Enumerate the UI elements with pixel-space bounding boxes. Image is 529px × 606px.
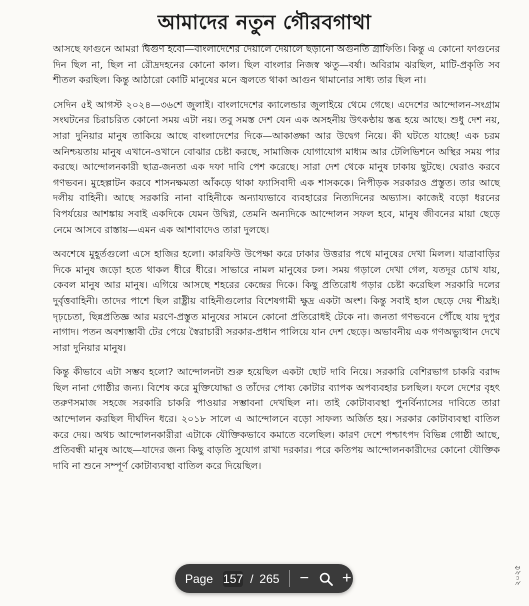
plus-icon: + <box>342 569 352 587</box>
paragraph-2: সেদিন ৫ই আগস্ট ২০২৪—৩৬শে জুলাই। বাংলাদেশের ক্যালেন্ডার জুলাইয়ে থেমে গেছে। এদেশের আন্দোলন-সংগ্রাম সংঘটনের চিরাচরিত কোনো সময় এটা নয়। তবু সমস্ত দেশ যেন এক অসহনীয় উৎকণ্ঠায় স্তব্ধ হয়ে আছে। শুধু দেশ নয়, সারা দুনিয়ার মানুষ তাকিয়ে আছে বাংলাদেশের দিকে—আকাঙ্ক্ষা আর উদ্বেগ নিয়ে। কী ঘটতে যাচ্ছে! এক চরম অনিশ্চয়তায় মানুষ এখানে-ওখানে বোঝার চেষ্টা করছে, সামাজিক যোগাযোগ মাধ্যম আর টেলিভিশনে অস্থির সময় পার করছে। আন্দোলনকারী ছাত্র-জনতা এক দফা দাবি পেশ করেছে। সারা দেশ থেকে মানুষ ঢাকায় ছুটছে। ঘেরাও করবে গণভবন। মুহেল্পাটন করবে শাসনক্ষমতা আঁকড়ে থাকা ফ্যাসিবাদী এক শাসককে। নিপীড়ক সরকারও প্রস্তুত। তার আছে দলীয় বাহিনী। আছে সরকারি নানা বাহিনীকে অন্যায্যভাবে ব্যবহারের নিত্যদিনের অভ্যাস। কাজেই বড়ো ধরনের বিপর্যয়ের আশঙ্কায় সবাই একদিকে যেমন উদ্বিগ্ন, তেমনি অন্যদিকে আন্দোলন সফল হবে, মানুষ জীবনের মায়া ছেড়ে নেমে আসবে রাস্তায়—এমন এক আশাবাদেও তারা দুলছে। <box>53 99 500 236</box>
document-body <box>53 42 500 483</box>
page-title: আমাদের নতুন গৌরবগাথা <box>144 6 386 46</box>
total-pages: 265 <box>259 571 280 586</box>
zoom-out-button[interactable] <box>298 570 310 588</box>
page-label: Page <box>185 571 214 586</box>
magnifier-icon <box>319 572 333 586</box>
paragraph-3: অবশেষে মুহূর্তগুলো এসে হাজির হলো। কারফিউ উপেক্ষা করে ঢাকার উত্তরার পথে মানুষের দেখা মিলল। যাত্রাবাড়ির দিকে মানুষ জড়ো হতে থাকল ধীরে ধীরে। সাভারে নামল মানুষের ঢল। সময় গড়ালে দেখা গেল, যতদূর চোখ যায়, কেবল মানুষ আর মানুষ। এগিয়ে আসছে শহরের কেন্দ্রের দিকে। কিছু প্রতিরোধ গড়ার চেষ্টা করেছিল সরকারি দলের দুর্বৃত্তবাহিনী। তাদের পাশে ছিল রাষ্ট্রীয় বাহিনীগুলোর বিশেষগামী ক্ষুদ্র একটা অংশ। কিন্তু সবাই হাল ছেড়ে দেয় শীঘ্রই। দৃঢ়চেতা, ছিন্নপ্রতিজ্ঞ আর মরণে-প্রস্তুত মানুষের সামনে কোনো প্রতিরোধই টেকে না। জনতা গণভবনে পৌঁছে যায় দুপুর নাগাদ। পতন অবশ্যম্ভাবী টের পেয়ে স্বৈরাচারী সরকার-প্রধান পালিয়ে যান দেশ ছেড়ে। অভাবনীয় এক গণঅভ্যুত্থান দেখে সারা দুনিয়ার মানুষ। <box>53 249 500 354</box>
zoom-reset-button[interactable] <box>319 570 333 588</box>
page-separator: / <box>250 571 254 586</box>
page-navigator <box>175 564 353 593</box>
paragraph-4: কিন্তু কীভাবে এটা সম্ভব হলো? আন্দোলনটা শুরু হয়েছিল একটা ছোট দাবি নিয়ে। সরকারি বেশিরভাগ চাকরি বরাদ্দ ছিল নানা গোষ্ঠীর জন্য। বিশেষ করে মুক্তিযোদ্ধা ও তাঁদের পোষ্য কোটার ব্যাপক অপব্যবহার চলছিল। ফলে দেশের বৃহৎ তরুণসমাজ সহজে সরকারি চাকরি পাওয়ার সম্ভাবনা দেখছিল না। তাই কোটাব্যবস্থা পুনর্বিন্যাসের দাবিতে তারা আন্দোলন করছিল দীর্ঘদিন ধরে। ২০১৮ সালে এ আন্দোলনে বড়ো সাফল্য অর্জিত হয়। সরকার কোটাব্যবস্থা বাতিল করে দেয়। অথচ আন্দোলনকারীরা এটাকে যৌক্তিকভাবে কমাতে বলেছিল। কারণ দেশে পশ্চাৎপদ বিভিন্ন গোষ্ঠী আছে, প্রতিবন্ধী মানুষ আছে—যাদের জন্য কিছু বাড়তি সুযোগ রাখা দরকার। পরে কতিপয় আন্দোলনকারীদের কোনো যৌক্তিক দাবি না শুনে সম্পূর্ণ কোটাব্যবস্থা বাতিল করে দিয়েছিল। <box>53 367 500 472</box>
minus-icon: − <box>299 569 310 587</box>
zoom-in-button[interactable] <box>341 570 353 588</box>
paragraph-1: আসছে ফাগুনে আমরা দ্বিগুণ হবো—বাংলাদেশের দেয়ালে দেয়ালে ছড়ানো অগুনতি গ্রাফিতি। কিন্তু এ কোনো ফাগুনের দিন ছিল না, ছিল না রৌদ্রদহনের কোনো কাল। ছিল বাংলার নিজস্ব ঋতু—বর্ষা। অবিরাম ঝরছিল, মাটি-প্রকৃতি সব শীতল করছিল। কিন্তু আঠারো কোটি মানুষের মনে জ্বলতে থাকা আগুন থামানোর সাধ্য তার ছিল না। <box>53 44 500 87</box>
pager-divider <box>289 570 290 587</box>
side-page-mark: ২০২৫ <box>513 565 522 586</box>
title-wrap <box>0 6 529 46</box>
current-page-input[interactable]: 157 <box>223 571 244 586</box>
